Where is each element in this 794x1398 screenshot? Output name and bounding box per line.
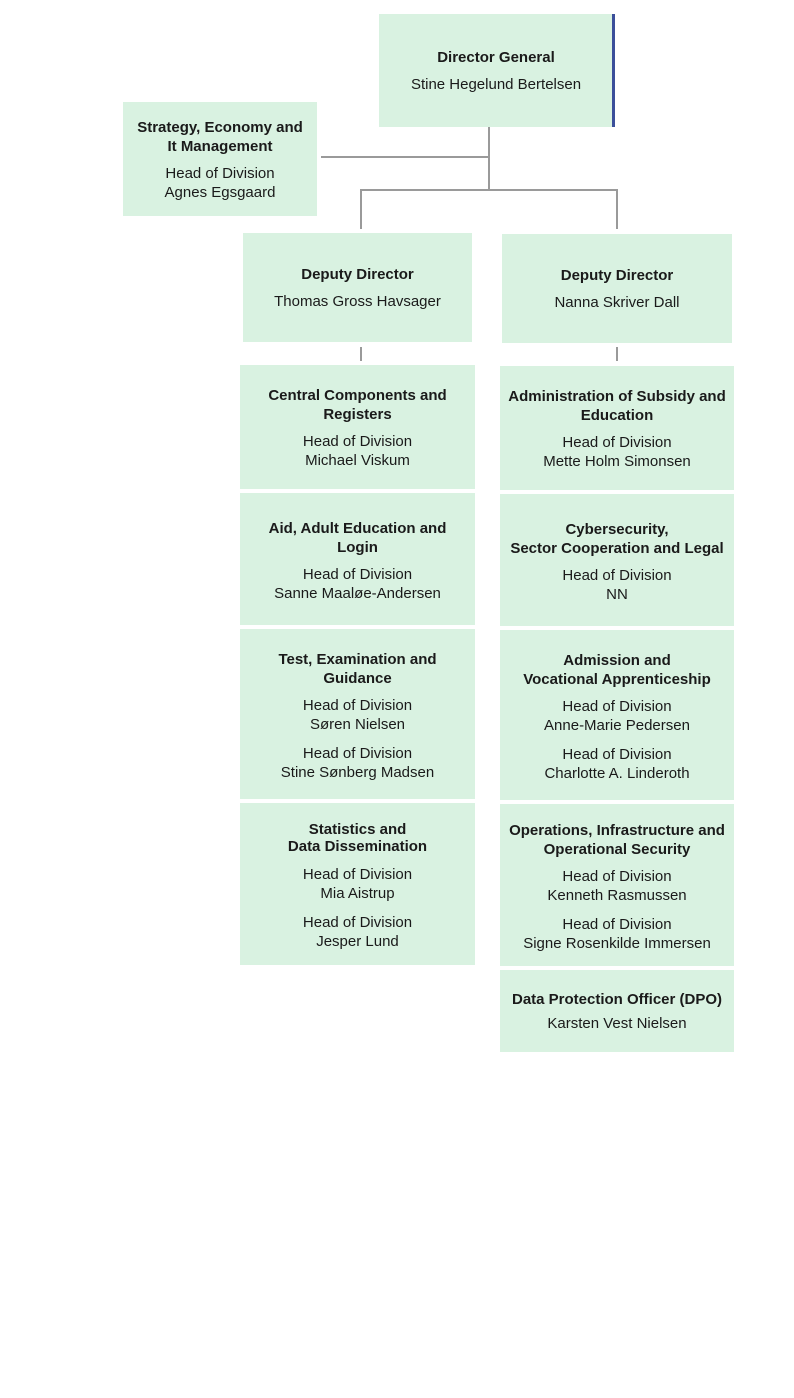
- deputy-director-name: Nanna Skriver Dall: [554, 294, 680, 311]
- division-title: Guidance: [323, 670, 392, 687]
- head-role: Head of Division: [562, 868, 672, 885]
- division-title: Data Dissemination: [287, 838, 428, 855]
- head-name: NN: [606, 586, 628, 603]
- connector-right-divisions: [616, 347, 618, 361]
- head-role: Head of Division: [302, 745, 413, 762]
- connector-deputy-left: [360, 189, 362, 229]
- division-box: [500, 630, 734, 800]
- division-title: Vocational Apprenticeship: [523, 671, 711, 688]
- connector-dg-down: [488, 127, 490, 190]
- director-general-accent-bar: [612, 14, 615, 127]
- deputy-director-box-left: [243, 233, 472, 342]
- head-role: Head of Division: [562, 916, 672, 933]
- deputy-director-title: Deputy Director: [560, 267, 674, 284]
- deputy-director-title: Deputy Director: [301, 266, 414, 283]
- staff-unit-role: Head of Division: [165, 165, 275, 182]
- head-role: Head of Division: [302, 433, 413, 450]
- division-title: Registers: [323, 406, 392, 423]
- head-name: Sanne Maaløe-Andersen: [274, 585, 441, 602]
- division-title: Test, Examination and: [278, 651, 437, 668]
- division-title: Aid, Adult Education and: [268, 520, 447, 537]
- division-title: Administration of Subsidy and: [508, 388, 726, 405]
- division-box: [240, 803, 475, 965]
- division-box: [240, 365, 475, 489]
- head-role: Head of Division: [302, 697, 413, 714]
- division-title: Login: [337, 539, 378, 556]
- division-title: Central Components and: [268, 387, 447, 404]
- division-box: [500, 804, 734, 966]
- head-name: Anne-Marie Pedersen: [544, 717, 690, 734]
- head-role: Head of Division: [562, 698, 672, 715]
- division-title: Admission and: [563, 652, 671, 669]
- head-name: Michael Viskum: [305, 452, 410, 469]
- head-name: Charlotte A. Linderoth: [544, 765, 690, 782]
- head-name: Mia Aistrup: [320, 885, 395, 902]
- staff-unit-title-line2: It Management: [167, 138, 273, 155]
- staff-unit-box: [123, 102, 317, 216]
- division-box: [500, 366, 734, 490]
- division-box: [240, 493, 475, 625]
- head-name: Mette Holm Simonsen: [543, 453, 691, 470]
- head-role: Head of Division: [562, 567, 672, 584]
- division-title: Sector Cooperation and Legal: [510, 540, 724, 557]
- head-role: Head of Division: [302, 566, 413, 583]
- director-general-name: Stine Hegelund Bertelsen: [410, 76, 582, 93]
- head-name: Signe Rosenkilde Immersen: [523, 935, 711, 952]
- head-role: Head of Division: [562, 434, 672, 451]
- director-general-box: [379, 14, 613, 127]
- connector-staff: [321, 156, 489, 158]
- head-name: Stine Sønberg Madsen: [280, 764, 435, 781]
- connector-deputy-right: [616, 189, 618, 229]
- dpo-title: Data Protection Officer (DPO): [511, 991, 723, 1008]
- director-general-title: Director General: [437, 49, 555, 66]
- division-title: Cybersecurity,: [565, 521, 669, 538]
- division-box: [240, 629, 475, 799]
- connector-deputies-horizontal: [360, 189, 618, 191]
- staff-unit-name: Agnes Egsgaard: [164, 184, 276, 201]
- head-role: Head of Division: [562, 746, 672, 763]
- dpo-box: [500, 970, 734, 1052]
- deputy-director-name: Thomas Gross Havsager: [274, 293, 441, 310]
- division-title: Operational Security: [543, 841, 691, 858]
- dpo-name: Karsten Vest Nielsen: [547, 1015, 687, 1032]
- division-box: [500, 494, 734, 626]
- head-name: Jesper Lund: [316, 933, 399, 950]
- head-role: Head of Division: [302, 914, 413, 931]
- deputy-director-box-right: [502, 234, 732, 343]
- head-name: Søren Nielsen: [309, 716, 406, 733]
- staff-unit-title-line1: Strategy, Economy and: [137, 119, 303, 136]
- head-name: Kenneth Rasmussen: [547, 887, 687, 904]
- division-title: Operations, Infrastructure and: [509, 822, 725, 839]
- head-role: Head of Division: [302, 866, 413, 883]
- connector-left-divisions: [360, 347, 362, 361]
- division-title: Statistics and: [308, 821, 407, 838]
- division-title: Education: [580, 407, 654, 424]
